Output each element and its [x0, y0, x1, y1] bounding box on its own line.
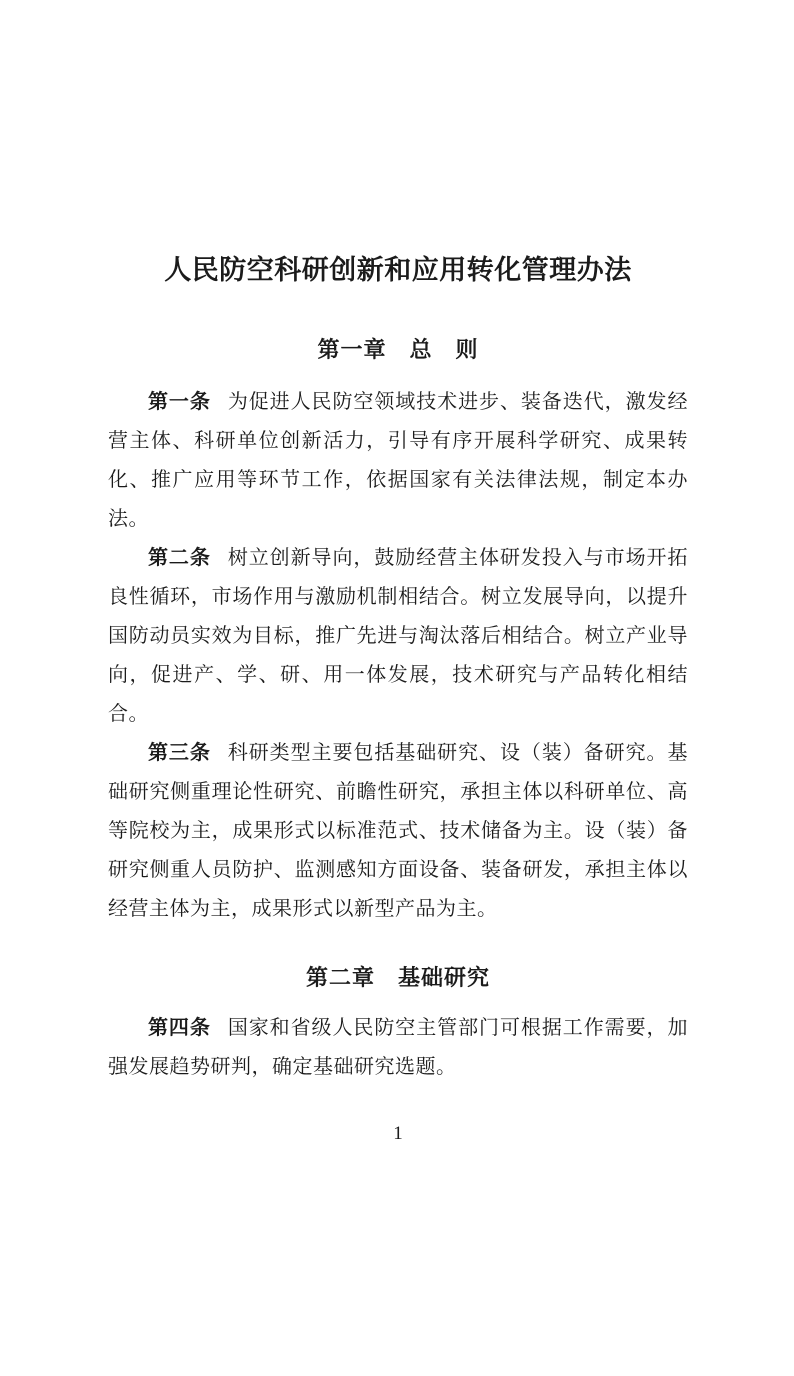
article-4-text: 国家和省级人民防空主管部门可根据工作需要，加强发展趋势研判，确定基础研究选题。 [108, 1017, 688, 1078]
article-3 [108, 734, 688, 929]
article-3-number: 第三条 [148, 742, 211, 764]
article-4 [108, 1009, 688, 1087]
article-4-number: 第四条 [148, 1017, 211, 1039]
document-page [0, 253, 794, 1376]
article-1-text: 为促进人民防空领域技术进步、装备迭代，激发经营主体、科研单位创新活力，引导有序开展科学研究、成果转化、推广应用等环节工作，依据国家有关法律法规，制定本办法。 [108, 391, 688, 530]
article-3-text: 科研类型主要包括基础研究、设（装）备研究。基础研究侧重理论性研究、前瞻性研究，承担主体以科研单位、高等院校为主，成果形式以标准范式、技术储备为主。设（装）备研究侧重人员防护、监测感知方面设备、装备研发，承担主体以经营主体为主，成果形式以新型产品为主。 [108, 742, 688, 920]
article-1-number: 第一条 [148, 391, 211, 413]
page-number: 1 [393, 1123, 403, 1144]
article-2-number: 第二条 [148, 547, 211, 569]
article-2-text: 树立创新导向，鼓励经营主体研发投入与市场开拓良性循环，市场作用与激励机制相结合。树立发展导向，以提升国防动员实效为目标，推广先进与淘汰落后相结合。树立产业导向，促进产、学、研、用一体发展，技术研究与产品转化相结合。 [108, 547, 688, 725]
document-title: 人民防空科研创新和应用转化管理办法 [164, 255, 632, 285]
article-1 [108, 383, 688, 539]
chapter-1-heading: 第一章 总 则 [317, 337, 479, 362]
article-2 [108, 539, 688, 734]
chapter-2-heading: 第二章 基础研究 [305, 965, 490, 990]
